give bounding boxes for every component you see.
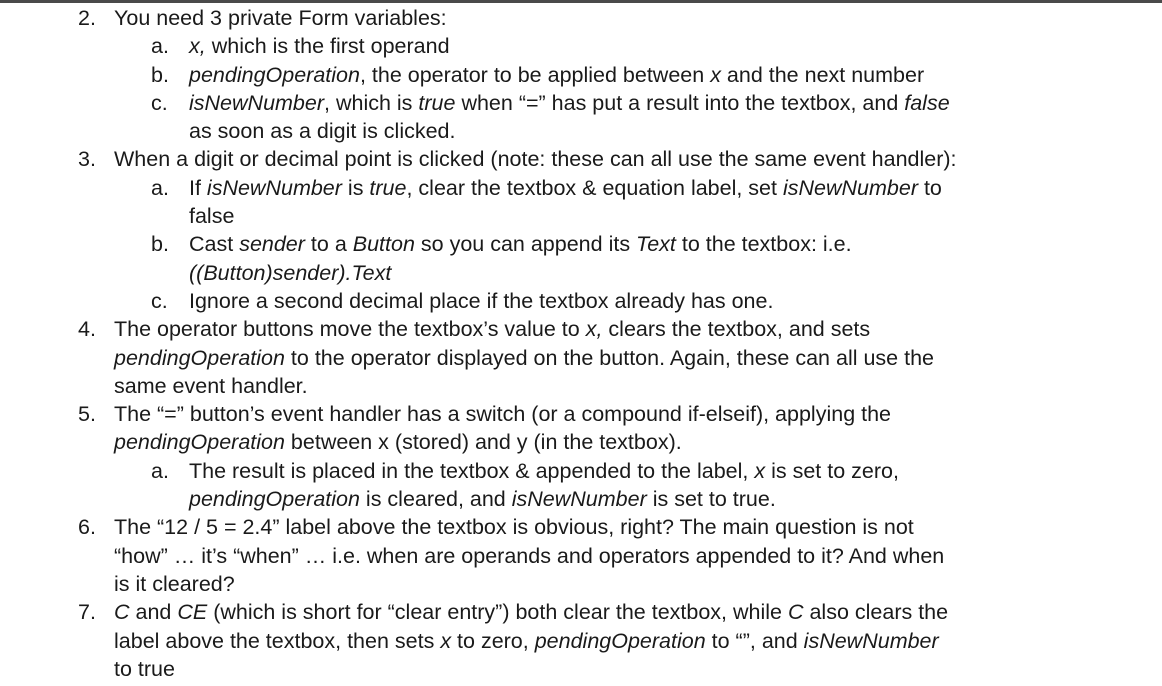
line-text: The “=” button’s event handler has a switch (or a compound if-elseif), applying the (114, 402, 892, 427)
line-text: isNewNumber, which is true when “=” has put a result into the textbox, and false (189, 90, 950, 115)
list-item-line (0, 542, 1162, 570)
sub-list-item (0, 287, 1162, 315)
line-text: pendingOperation between x (stored) and y (in the textbox). (114, 430, 682, 455)
italic-term: ((Button)sender).Text (189, 260, 392, 285)
line-text: “how” … it’s “when” … i.e. when are operands and operators appended to it? And when (114, 543, 945, 568)
list-number: 3. (78, 147, 96, 172)
sub-list-letter: a. (151, 34, 169, 59)
italic-term: pendingOperation (114, 345, 285, 370)
sub-list-item-line (0, 174, 1162, 202)
italic-term: x (754, 458, 766, 483)
line-text: The operator buttons move the textbox’s value to x, clears the textbox, and sets (114, 317, 871, 342)
sub-list-item-line (0, 117, 1162, 145)
list-item-line (0, 513, 1162, 541)
sub-list-item-line (0, 485, 1162, 513)
list-item-line (0, 4, 1162, 32)
list-number: 6. (78, 515, 96, 540)
italic-term: pendingOperation (189, 62, 360, 87)
line-text (189, 259, 391, 287)
sub-list-letter: b. (151, 62, 169, 87)
italic-term: isNewNumber (206, 175, 342, 200)
list-number: 5. (78, 402, 96, 427)
sub-list-item (0, 32, 1162, 60)
sub-list-item-line (0, 230, 1162, 258)
top-border (0, 0, 1162, 3)
list-item-line (0, 344, 1162, 372)
line-text: Ignore a second decimal place if the textbox already has one. (189, 288, 774, 313)
list-item-line (0, 372, 1162, 400)
line-text: You need 3 private Form variables: (114, 6, 447, 30)
italic-term: x (710, 62, 721, 87)
italic-term: Text (636, 232, 676, 257)
italic-term: CE (177, 600, 208, 625)
line-text: When a digit or decimal point is clicked (note: these can all use the same event handler): (114, 147, 957, 172)
italic-term: isNewNumber (803, 628, 939, 653)
line-text: false (189, 204, 235, 229)
list-item-line (0, 400, 1162, 428)
line-text: as soon as a digit is clicked. (189, 119, 456, 144)
line-text: pendingOperation is cleared, and isNewNumber is set to true. (189, 487, 776, 512)
list-item (0, 598, 1162, 683)
italic-term: x, (585, 317, 603, 342)
sub-list-item-line (0, 89, 1162, 117)
line-text: pendingOperation, the operator to be applied between x and the next number (189, 62, 925, 87)
italic-term: sender (239, 232, 305, 257)
italic-term: pendingOperation (189, 487, 360, 512)
list-item-line (0, 598, 1162, 626)
italic-term: false (904, 90, 950, 115)
sub-list-item-line (0, 457, 1162, 485)
line-text: Cast sender to a Button so you can append its Text to the textbox: i.e. (189, 232, 852, 257)
line-text: C and CE (which is short for “clear entry”) both clear the textbox, while C also clears the (114, 600, 949, 625)
list-item-line (0, 655, 1162, 683)
italic-term: C (787, 600, 804, 625)
line-text: If isNewNumber is true, clear the textbox & equation label, set isNewNumber to (189, 175, 942, 200)
italic-term: isNewNumber (189, 90, 325, 115)
list-number: 4. (78, 317, 96, 342)
list-item-line (0, 570, 1162, 598)
list-item (0, 4, 1162, 145)
line-text: same event handler. (114, 373, 308, 398)
italic-term: pendingOperation (114, 430, 285, 455)
italic-term: true (418, 90, 456, 115)
line-text: label above the textbox, then sets x to zero, pendingOperation to “”, and isNewNumber (114, 628, 939, 653)
line-text: The “12 / 5 = 2.4” label above the textbox is obvious, right? The main question is not (114, 515, 914, 540)
list-item (0, 513, 1162, 598)
list-item (0, 400, 1162, 513)
italic-term: isNewNumber (782, 175, 918, 200)
list-number: 7. (78, 600, 96, 625)
list-item-line (0, 315, 1162, 343)
sub-list-item-line (0, 287, 1162, 315)
list-item (0, 315, 1162, 400)
list-item-line (0, 428, 1162, 456)
list-item-line (0, 627, 1162, 655)
sub-list-item (0, 457, 1162, 514)
italic-term: x (440, 628, 452, 653)
list-item-line (0, 145, 1162, 173)
sub-list-item-line (0, 259, 1162, 287)
line-text: to true (114, 656, 175, 681)
sub-list-letter: a. (151, 458, 169, 483)
line-text: The result is placed in the textbox & appended to the label, x is set to zero, (189, 458, 899, 483)
sub-list-letter: c. (151, 90, 168, 115)
sub-list-item-line (0, 32, 1162, 60)
sub-list-letter: a. (151, 175, 169, 200)
document-page (0, 4, 1162, 683)
italic-term: true (369, 175, 407, 200)
sub-list-item-line (0, 202, 1162, 230)
line-text: pendingOperation to the operator displayed on the button. Again, these can all use the (114, 345, 934, 370)
sub-list-letter: b. (151, 232, 169, 257)
line-text: x, which is the first operand (189, 34, 450, 59)
italic-term: pendingOperation (534, 628, 706, 653)
line-text: is it cleared? (114, 571, 235, 596)
sub-list-item (0, 61, 1162, 89)
sub-list-item (0, 174, 1162, 231)
sub-list-item (0, 89, 1162, 146)
sub-list-item-line (0, 61, 1162, 89)
italic-term: C (114, 600, 130, 625)
italic-term: isNewNumber (511, 487, 647, 512)
list-item (0, 145, 1162, 315)
list-number: 2. (78, 6, 96, 30)
italic-term: Button (352, 232, 415, 257)
italic-term: x, (189, 34, 206, 59)
sub-list-letter: c. (151, 288, 168, 313)
sub-list-item (0, 230, 1162, 287)
